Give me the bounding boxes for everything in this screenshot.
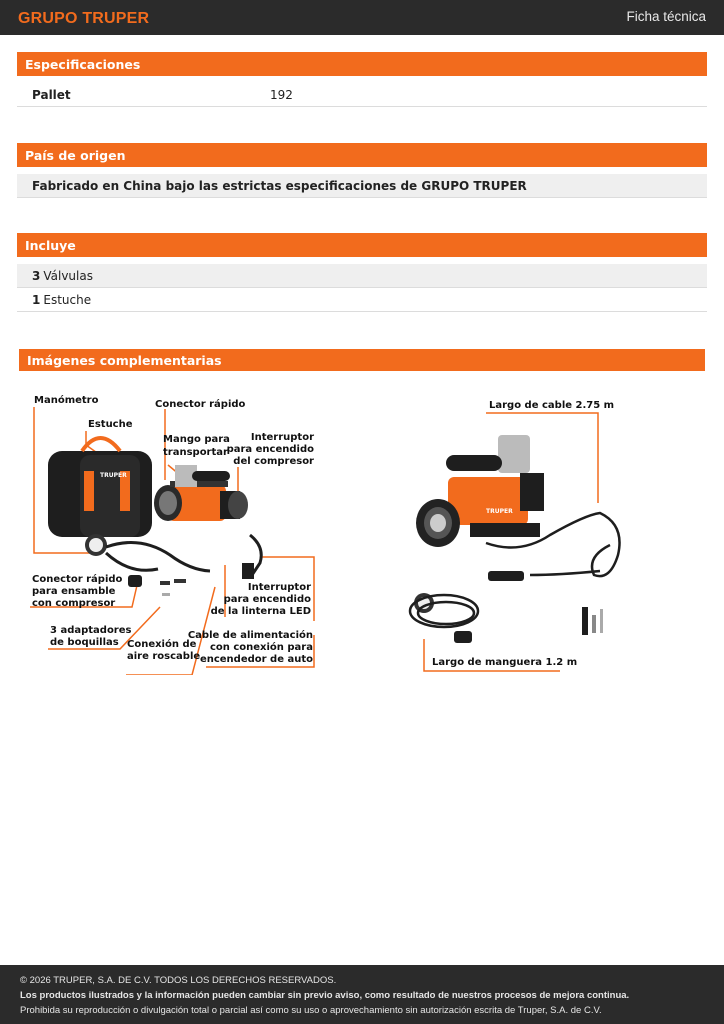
spec-label: Pallet [32, 88, 71, 102]
label-mango-1: Mango para [163, 434, 230, 445]
label-int-compresor-2: para encendido [226, 444, 314, 455]
label-ensamble-2: para ensamble [32, 586, 116, 597]
label-int-compresor-3: del compresor [233, 456, 314, 467]
label-largo-manguera: Largo de manguera 1.2 m [432, 657, 578, 668]
top-bar [0, 0, 724, 35]
include-row [17, 288, 707, 312]
spec-value: 192 [270, 88, 293, 102]
label-cable-1: Cable de alimentación [187, 630, 313, 641]
origin-text: Fabricado en China bajo las estrictas especificaciones de GRUPO TRUPER [32, 179, 527, 193]
label-cable-3: encendedor de auto [199, 654, 313, 665]
compressor-photo-icon [416, 435, 544, 547]
label-ensamble-1: Conector rápido [32, 574, 123, 585]
label-conector-rapido: Conector rápido [155, 399, 246, 410]
label-adaptadores-1: 3 adaptadores [50, 625, 132, 636]
origin-row [17, 174, 707, 198]
compressor-icon [154, 465, 248, 521]
bag-brand: TRUPER [100, 472, 127, 479]
footer [0, 965, 724, 1024]
footer-rights: Prohibida su reproducción o divulgación total o parcial así como su uso o aprovechamiento sin autorización escrita de Truper, S.A. de C.V. [20, 1005, 602, 1016]
include-name: Válvulas [43, 269, 93, 283]
include-name: Estuche [43, 293, 92, 307]
label-mango-2: transportar [163, 447, 228, 458]
label-largo-cable: Largo de cable 2.75 m [489, 400, 615, 411]
body-brand: TRUPER [486, 508, 513, 515]
include-qty: 1 [32, 293, 41, 307]
spec-row [17, 83, 707, 107]
label-estuche: Estuche [88, 419, 133, 430]
label-conexion-1: Conexión de [127, 639, 197, 650]
product-diagram-left [20, 385, 330, 675]
footer-notice: Los productos ilustrados y la información pueden cambiar sin previo aviso, como resultado de nuestros procesos de mejora continua. [20, 990, 630, 1001]
label-adaptadores-2: de boquillas [50, 637, 119, 648]
footer-copyright: © 2026 TRUPER, S.A. DE C.V. TODOS LOS DERECHOS RESERVADOS. [20, 975, 337, 986]
include-qty: 3 [32, 269, 41, 283]
document-type: Ficha técnica [626, 9, 706, 24]
label-cable-2: con conexión para [209, 642, 313, 653]
label-int-compresor-1: Interruptor [250, 432, 314, 443]
product-diagram-right [400, 385, 650, 675]
label-manometro: Manómetro [34, 395, 99, 406]
include-row [17, 264, 707, 288]
label-conexion-2: aire roscable [127, 651, 201, 662]
section-header-origin: País de origen [17, 143, 707, 167]
label-int-led-2: para encendido [223, 594, 311, 605]
section-header-images: Imágenes complementarias [19, 349, 705, 371]
section-header-includes: Incluye [17, 233, 707, 257]
section-header-specs: Especificaciones [17, 52, 707, 76]
label-int-led-1: Interruptor [247, 582, 311, 593]
label-ensamble-3: con compresor [32, 598, 116, 609]
label-int-led-3: de la linterna LED [210, 606, 311, 617]
brand-logo[interactable]: GRUPO TRUPER [18, 10, 150, 27]
case-icon [48, 438, 152, 537]
hose-icon [410, 593, 603, 643]
